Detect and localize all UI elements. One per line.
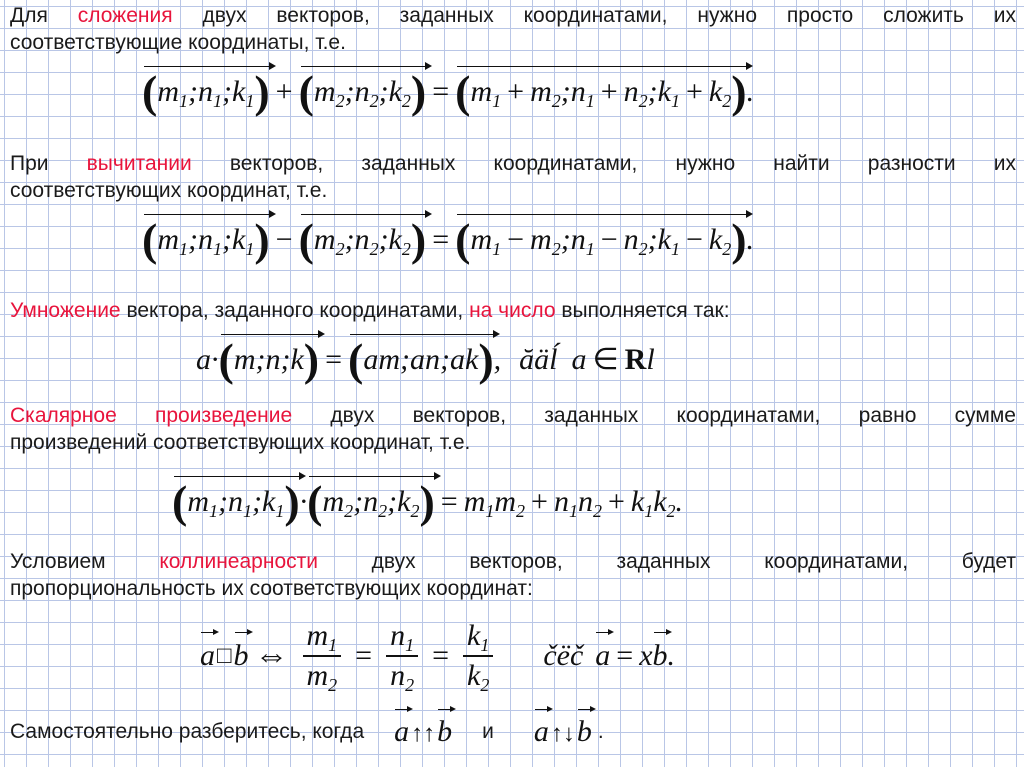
addition-line-1	[10, 2, 1016, 29]
equals-sign: =	[432, 75, 450, 108]
formula-dot-product: $(m_1;n_1;k_1)\cdot(m_2;n_2;k_2) = m_1m_2 + n_1n_2 + k_1k_2$.	[172, 476, 684, 527]
paragraph-scalar-multiplication	[10, 297, 1016, 324]
fraction-n: $\frac{n_1}{n_2}$	[386, 617, 418, 695]
vector-sum: ($m_1$ + $m_2;n_1$ + $n_2;k_1 + k_2$)	[455, 66, 747, 117]
paragraph-collinearity	[10, 548, 1016, 602]
minus-operator: −	[275, 223, 293, 256]
multiplication-line: Умножение вектора, заданного координатами, на число выполняется так:	[10, 299, 730, 322]
dot-product-line-1: Скалярное произведение двух векторов, заданных координатами, равно сумме	[10, 404, 1016, 427]
vector-mnk: (m;n;k)	[218, 334, 320, 385]
formula-collinearity: a □ b ⇔ $\frac{m_1}{m_2}$ = $\frac{n_1}{n_2}$ = $\frac{k_1}{k_2}$ čëč a = x b .	[200, 619, 676, 695]
paragraph-direction: Самостоятельно разберитесь, когда a↑↑b и a↑↓b .	[10, 715, 604, 748]
vector-2: $(m_2;n_2;k_2)$	[298, 214, 427, 265]
collinearity-line-1: Условием коллинеарности двух векторов, заданных координатами, будет	[10, 550, 1016, 573]
vector-result: (am;an;ak)	[348, 334, 494, 385]
formula-scalar-multiplication: a·(m;n;k) = (am;an;ak), ăäĺ a ∈ Rl	[196, 334, 655, 385]
conjunction-and: и	[482, 720, 494, 743]
vector-a-2: a	[595, 639, 611, 672]
text-pre: Для	[10, 4, 78, 27]
paragraph-addition	[10, 2, 1016, 56]
formula-addition: $(m_1;n_1;k_1)$ + $(m_2;n_2;k_2) = (m_1$ + $m_2;n_1$ + $n_2;k_1 + k_2$).	[142, 66, 755, 117]
equals-sign: =	[432, 223, 450, 256]
term-multiplication: Умножение	[10, 299, 121, 322]
vector-a: a	[200, 639, 215, 672]
vector-2: $(m_2;n_2;k_2)$	[298, 66, 427, 117]
collinearity-line-2: пропорциональность их соответствующих координат:	[10, 577, 533, 600]
addition-line-2: соответствующие координаты, т.е.	[10, 31, 346, 54]
fraction-m: $\frac{m_1}{m_2}$	[303, 617, 342, 695]
formula-subtraction: $(m_1;n_1;k_1)$ − $(m_2;n_2;k_2) = (m_1$ − $m_2;n_1$ − $n_2;k_1 - k_2$).	[142, 214, 755, 265]
same-direction-arrows: ↑↑	[411, 721, 436, 747]
vector-1: $(m_1;n_1;k_1)$	[142, 66, 270, 117]
vector-1: $(m_1;n_1;k_1)$	[172, 476, 300, 527]
opposite-direction-arrows: ↑↓	[550, 721, 575, 747]
fraction-k: $\frac{k_1}{k_2}$	[463, 617, 493, 695]
dot-product-line-2: произведений соответствующих координат, т.е.	[10, 431, 471, 454]
vector-2: $(m_2;n_2;k_2)$	[307, 476, 435, 527]
iff-symbol: ⇔	[254, 637, 289, 674]
garbled-text: čëč	[543, 639, 584, 672]
term-addition: сложения	[77, 4, 173, 27]
term-collinearity: коллинеарности	[159, 550, 318, 573]
vector-difference: ($m_1$ − $m_2;n_1$ − $n_2;k_1 - k_2$)	[455, 214, 747, 265]
vector-1: $(m_1;n_1;k_1)$	[142, 214, 270, 265]
term-subtraction: вычитании	[86, 152, 192, 175]
term-by-number: на число	[469, 299, 556, 322]
direction-text: Самостоятельно разберитесь, когда	[10, 720, 365, 743]
vector-b-2: b	[652, 639, 668, 672]
term-dot-product: Скалярное произведение	[10, 404, 293, 427]
subtraction-line-2: соответствующих координат, т.е.	[10, 179, 328, 202]
subtraction-line-1: При вычитании векторов, заданных координатами, нужно найти разности их	[10, 152, 1017, 175]
text-post: двух векторов, заданных координатами, нужно просто сложить их	[172, 4, 1016, 27]
opposite-direction-expr: a↑↓b	[533, 715, 592, 748]
garbled-text: ăäĺ	[519, 343, 558, 376]
same-direction-expr: a↑↑b	[394, 715, 453, 748]
vector-b: b	[233, 639, 249, 672]
plus-operator: +	[275, 75, 293, 108]
paragraph-subtraction	[10, 150, 1016, 204]
parallel-symbol-box: □	[217, 643, 232, 669]
paragraph-dot-product	[10, 402, 1016, 456]
